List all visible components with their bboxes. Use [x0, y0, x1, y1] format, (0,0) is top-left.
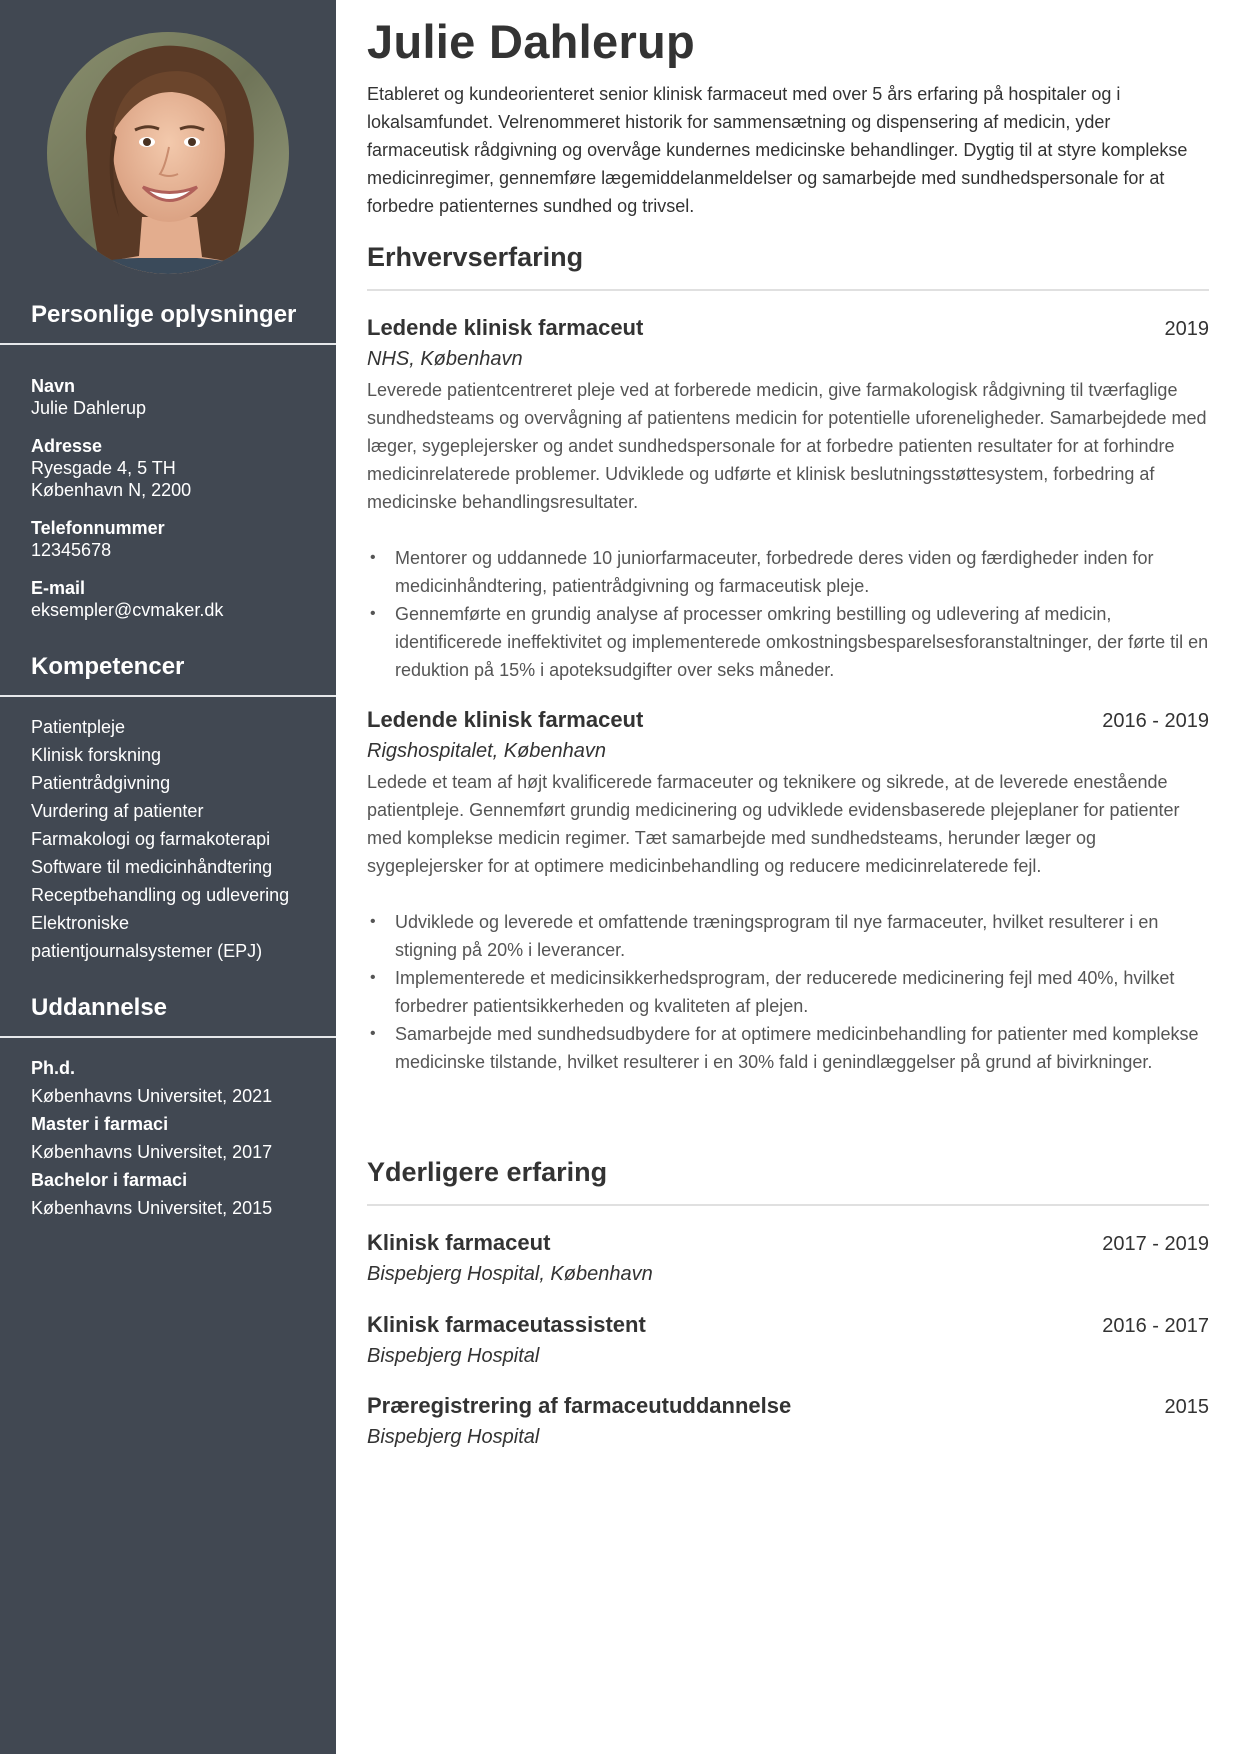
job-bullet: • Gennemførte en grundig analyse af processer omkring bestilling og udlevering af medicin, identificerede ineffektivitet og implementerede omkostningsbesparelsesforanstaltninger, der førte til en reduktion på 15% i apoteksudgifter over seks måneder.: [367, 600, 1209, 684]
job-date: 2017 - 2019: [1102, 1233, 1209, 1255]
skill-item: Receptbehandling og udlevering: [31, 885, 290, 905]
personal-info-heading: Personlige oplysninger: [31, 301, 297, 328]
education-school: Københavns Universitet, 2015: [31, 1198, 273, 1218]
education-degree: Master i farmaci: [31, 1114, 169, 1134]
education-degree: Ph.d.: [31, 1058, 75, 1078]
additional-job-entry: [367, 1310, 1209, 1371]
job-title: Klinisk farmaceutassistent: [367, 1312, 646, 1337]
job-description: Leverede patientcentreret pleje ved at forberede medicin, give farmakologisk rådgivning til tværfaglige sundhedsteams og overvågning af patientens medicin for potentielle uforeneligheder. Samarbejdede med læger, sygeplejersker og andet sundhedspersonale for at forbedre patienten resultater for at forhindre medicinrelaterede problemer. Udviklede og udførte et klinisk beslutningsstøttesystem, forbedring af medicinske behandlingsresultater.: [367, 380, 1207, 512]
job-company: Bispebjerg Hospital: [367, 1345, 540, 1367]
skill-item: Patientrådgivning: [31, 773, 171, 793]
skill-item: Klinisk forskning: [31, 745, 162, 765]
additional-experience-heading: Yderligere erfaring: [367, 1157, 608, 1187]
skill-item: Vurdering af patienter: [31, 801, 204, 821]
job-date: 2015: [1164, 1396, 1209, 1418]
info-label: Navn: [31, 376, 76, 396]
skill-item: Software til medicinhåndtering: [31, 857, 273, 877]
info-phone: [31, 517, 326, 561]
sidebar: [0, 0, 336, 1754]
email-link[interactable]: eksempler@cvmaker.dk: [31, 600, 224, 620]
info-label: Adresse: [31, 436, 103, 456]
profile-photo: [47, 32, 289, 274]
experience-heading: Erhvervserfaring: [367, 242, 584, 272]
job-bullet: • Implementerede et medicinsikkerhedsprogram, der reducerede medicinering fejl med 40%, hvilket forbedrer patientsikkerheden og kvaliteten af plejen.: [367, 964, 1209, 1020]
info-name: [31, 375, 326, 419]
job-company: Rigshospitalet, København: [367, 740, 607, 762]
job-bullets: [367, 544, 1209, 684]
section-divider: [367, 289, 1209, 291]
education-heading: Uddannelse: [31, 994, 168, 1021]
info-label: Telefonnummer: [31, 518, 165, 538]
job-entry: [367, 705, 1209, 1076]
education-item: [31, 1166, 326, 1222]
candidate-name: Julie Dahlerup: [367, 15, 696, 68]
skill-item: Patientpleje: [31, 717, 126, 737]
education-school: Københavns Universitet, 2017: [31, 1142, 273, 1162]
info-label: E-mail: [31, 578, 86, 598]
job-title: Klinisk farmaceut: [367, 1230, 551, 1255]
personal-info-section: [0, 297, 336, 637]
additional-job-entry: [367, 1391, 1209, 1452]
skill-item: Elektroniske: [31, 913, 130, 933]
skills-heading: Kompetencer: [31, 653, 185, 680]
education-degree: Bachelor i farmaci: [31, 1170, 188, 1190]
info-value: 12345678: [31, 540, 112, 560]
education-item: [31, 1110, 326, 1166]
additional-job-entry: [367, 1228, 1209, 1289]
job-title: Ledende klinisk farmaceut: [367, 315, 644, 340]
skill-item: patientjournalsystemer (EPJ): [31, 941, 263, 961]
job-bullet: • Samarbejde med sundhedsudbydere for at optimere medicinbehandling for patienter med komplekse medicinske tilstande, hvilket resulterer i en 30% fald i genindlæggelser på grund af bivirkninger.: [367, 1020, 1209, 1076]
info-address: [31, 435, 326, 501]
education-section: [0, 990, 336, 1222]
job-entry: [367, 313, 1209, 684]
profile-photo-image: [47, 32, 289, 274]
job-description: Ledede et team af højt kvalificerede farmaceuter og teknikere og sikrede, at de leverede enestående patientpleje. Gennemført grundig medicinering og udviklede evidensbaserede plejeplaner for patienter med komplekse medicin regimer. Tæt samarbejde med sundhedsteams, herunder læger og sygeplejersker for at optimere medicinbehandling og reducere medicinrelaterede fejl.: [367, 772, 1180, 876]
skills-section: [0, 649, 336, 965]
section-divider: [0, 695, 336, 697]
info-value: Julie Dahlerup: [31, 398, 147, 418]
section-divider: [0, 343, 336, 345]
job-title: Præregistrering af farmaceutuddannelse: [367, 1393, 792, 1418]
section-divider: [367, 1204, 1209, 1206]
section-divider: [0, 1036, 336, 1038]
info-value: København N, 2200: [31, 480, 192, 500]
profile-summary: Etableret og kundeorienteret senior klinisk farmaceut med over 5 års erfaring på hospitaler og i lokalsamfundet. Velrenommeret historik for sammensætning og dispensering af medicin, yder farmaceutisk rådgivning og overvåge kundernes medicinske behandlinger. Dygtig til at styre komplekse medicinregimer, gennemføre lægemiddelanmeldelser og samarbejde med sundhedspersonale for at forbedre patienternes sundhed og trivsel.: [367, 84, 1188, 216]
job-company: Bispebjerg Hospital, København: [367, 1263, 653, 1285]
job-title: Ledende klinisk farmaceut: [367, 707, 644, 732]
additional-experience-section: [367, 1154, 1209, 1206]
job-company: Bispebjerg Hospital: [367, 1426, 540, 1448]
job-date: 2016 - 2017: [1102, 1315, 1209, 1337]
experience-section: [367, 239, 1209, 291]
job-company: NHS, København: [367, 348, 523, 370]
info-value: Ryesgade 4, 5 TH: [31, 458, 176, 478]
job-date: 2016 - 2019: [1102, 710, 1209, 732]
info-email: [31, 577, 326, 621]
education-item: [31, 1054, 326, 1110]
job-bullet: • Mentorer og uddannede 10 juniorfarmaceuter, forbedrede deres viden og færdigheder inden for medicinhåndtering, patientrådgivning og farmaceutisk pleje.: [367, 544, 1209, 600]
job-bullet: • Udviklede og leverede et omfattende træningsprogram til nye farmaceuter, hvilket resulterer i en stigning på 20% i leverancer.: [367, 908, 1209, 964]
skill-item: Farmakologi og farmakoterapi: [31, 829, 271, 849]
education-school: Københavns Universitet, 2021: [31, 1086, 273, 1106]
job-bullets: [367, 908, 1209, 1076]
job-date: 2019: [1164, 318, 1209, 340]
